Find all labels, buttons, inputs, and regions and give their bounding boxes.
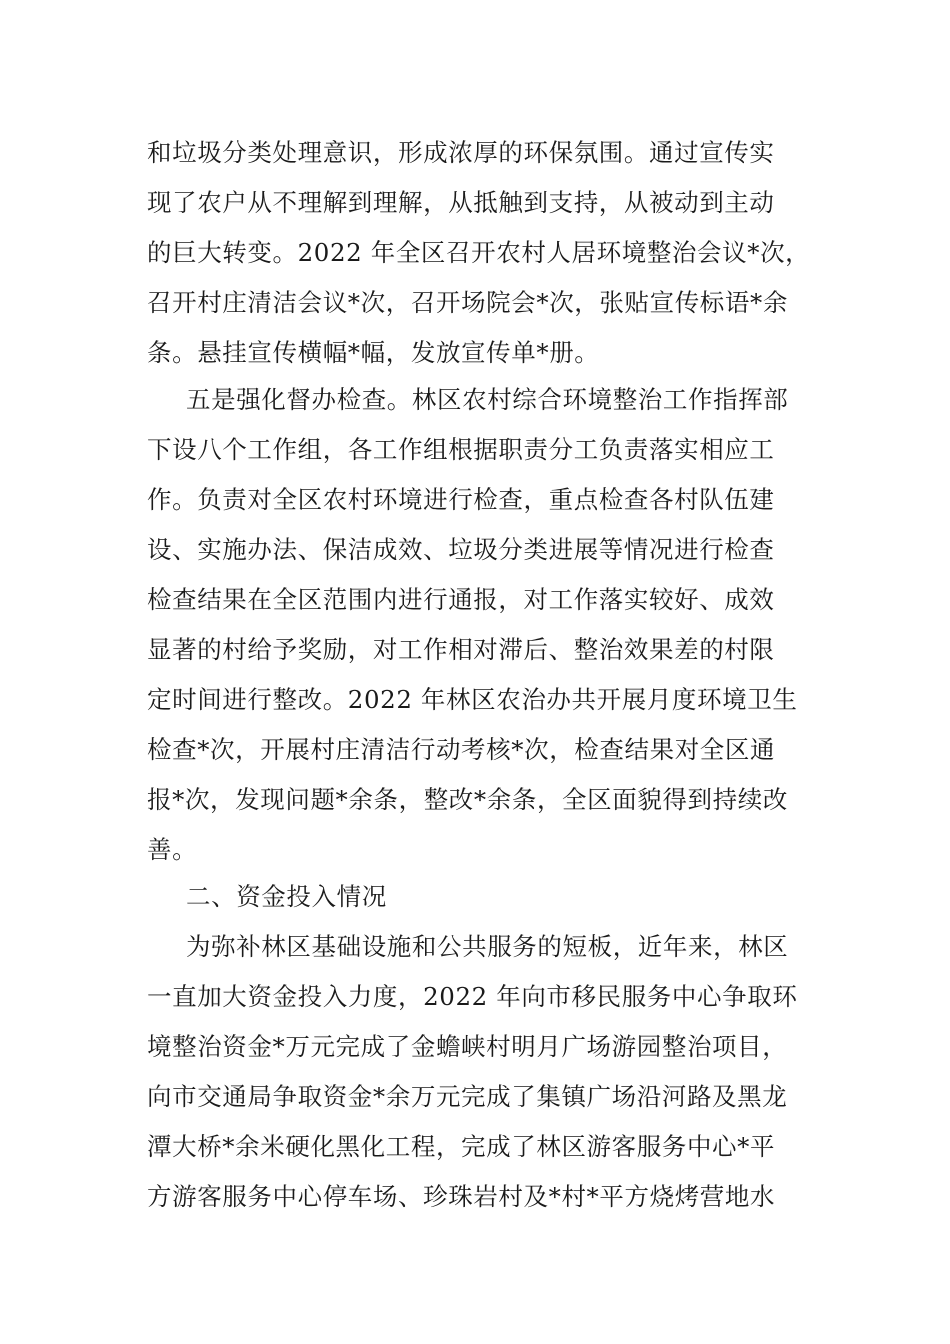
text-line: 设、实施办法、保洁成效、垃圾分类进展等情况进行检查 [147, 535, 775, 564]
text-line: 潭大桥*余米硬化黑化工程，完成了林区游客服务中心*平 [147, 1132, 776, 1161]
text-line: 现了农户从不理解到理解，从抵触到支持，从被动到主动 [147, 188, 775, 217]
text-line: 境整治资金*万元完成了金蟾峡村明月广场游园整治项目， [147, 1032, 788, 1061]
text-line: 的巨大转变。2022 年全区召开农村人居环境整治会议*次， [147, 238, 811, 267]
text-line: 显著的村给予奖励，对工作相对滞后、整治效果差的村限 [147, 635, 775, 664]
text-line: 条。悬挂宣传横幅*幅，发放宣传单*册。 [147, 338, 600, 367]
text-line: 报*次，发现问题*余条，整改*余条，全区面貌得到持续改 [147, 785, 788, 814]
text-line: 检查结果在全区范围内进行通报，对工作落实较好、成效 [147, 585, 775, 614]
text-line: 善。 [147, 835, 198, 864]
text-line: 为弥补林区基础设施和公共服务的短板，近年来，林区 [186, 932, 789, 961]
text-line: 检查*次，开展村庄清洁行动考核*次，检查结果对全区通 [147, 735, 776, 764]
text-line: 作。负责对全区农村环境进行检查，重点检查各村队伍建 [147, 485, 775, 514]
text-line: 定时间进行整改。2022 年林区农治办共开展月度环境卫生 [147, 685, 798, 714]
text-line: 方游客服务中心停车场、珍珠岩村及*村*平方烧烤营地水 [147, 1182, 776, 1211]
text-line: 向市交通局争取资金*余万元完成了集镇广场沿河路及黑龙 [147, 1082, 788, 1111]
text-line: 和垃圾分类处理意识，形成浓厚的环保氛围。通过宣传实 [147, 138, 775, 167]
section-heading-funding: 二、资金投入情况 [186, 882, 387, 911]
text-line: 五是强化督办检查。林区农村综合环境整治工作指挥部 [186, 385, 789, 414]
text-line: 一直加大资金投入力度，2022 年向市移民服务中心争取环 [147, 982, 798, 1011]
text-line: 下设八个工作组，各工作组根据职责分工负责落实相应工 [147, 435, 775, 464]
text-line: 召开村庄清洁会议*次，召开场院会*次，张贴宣传标语*余 [147, 288, 788, 317]
